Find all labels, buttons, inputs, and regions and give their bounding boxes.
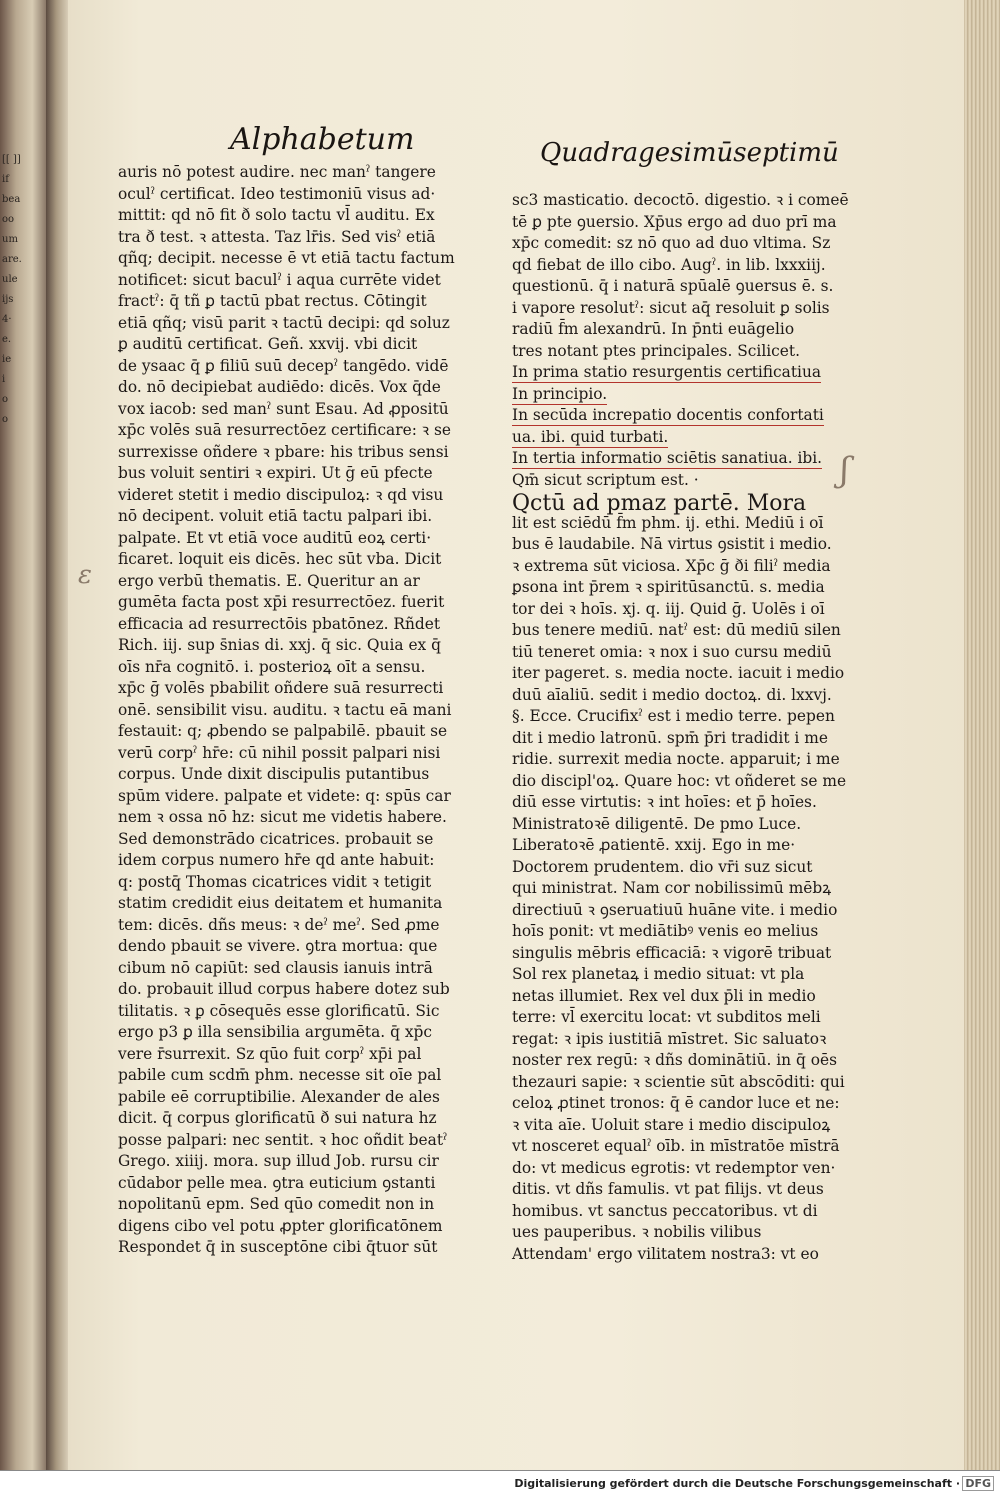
left-page-fragment: bea (2, 194, 21, 205)
text-line: oculˀ certificat. Ideo testimoniū visus ad· (118, 184, 436, 203)
text-line: directiuū ꝛ ꝯseruatiuū huāne vite. i medio (512, 900, 838, 919)
text-line: §. Ecce. Crucifixˀ est i medio terre. pepen (512, 707, 835, 725)
text-line: tē ꝑ pte ꝯuersio. Xp̄us ergo ad duo prī ma (512, 212, 837, 231)
text-line: xp̄c ḡ volēs pbabilit oñdere suā resurrecti (118, 679, 444, 697)
footer-credit: Digitalisierung gefördert durch die Deutsche Forschungsgemeinschaft · (514, 1477, 960, 1490)
text-line: qui ministrat. Nam cor nobilissimū mēbꝝ (512, 879, 832, 897)
text-line: ridie. surrexit media nocte. apparuit; i me (512, 750, 840, 768)
text-line: idem corpus numero hr̄e qd ante habuit: (118, 851, 435, 869)
text-line: tem: dicēs. dñs meus: ꝛ deˀ meˀ. Sed ꝓme (118, 915, 440, 934)
text-line: diū esse virtutis: ꝛ int hoīes: et p̄ hoīes. (512, 793, 817, 811)
text-line: oīs nr̄a cognitō. i. posterioꝝ oīt a sensu. (118, 657, 426, 676)
text-line: noster rex regū: ꝛ dñs dominātiū. in q̄ oēs (512, 1051, 837, 1069)
text-line: iter pageret. s. media nocte. iacuit i medio (512, 664, 845, 682)
text-line: ꝛ extrema sūt viciosa. Xp̄c ḡ ði filiˀ media (512, 556, 831, 575)
text-line: pabile cum scdm̄ phm. necesse sit oīe pal (118, 1066, 442, 1084)
text-line: de ysaac q̄ ꝑ filiū suū decepˀ tangēdo. vidē (118, 356, 449, 375)
text-line: ditis. vt dñs famulis. vt pat filijs. vt deus (512, 1180, 824, 1198)
text-line: corpus. Unde dixit discipulis putantibus (118, 765, 430, 783)
text-line: q: postq̄ Thomas cicatrices vidit ꝛ tetigit (118, 872, 432, 891)
text-line: hoīs ponit: vt mediātibꝰ venis eo melius (512, 922, 819, 940)
text-line: lit est sciēdū f̄m phm. ij. ethi. Mediū i oī (512, 513, 824, 532)
left-page-fragment: [[ ]] (2, 154, 21, 165)
text-line: tilitatis. ꝛ ꝑ cōsequēs esse glorificatū. Sic (118, 1001, 440, 1020)
left-text-column (118, 162, 455, 1259)
text-line: fractˀ: q̄ tñ ꝑ tactū pbat rectus. Cōtingit (118, 292, 427, 310)
underlined-heading: ua. ibi. quid turbati. (512, 427, 669, 446)
text-line: verū corpˀ hr̄e: cū nihil possit palpari nisi (118, 743, 441, 762)
text-line (512, 362, 830, 384)
text-line: ꝛ vita aīe. Uoluit stare i medio discipuloꝝ (512, 1115, 831, 1134)
text-line: do. nō decipiebat audiēdo: dicēs. Vox q̄de (118, 378, 441, 396)
text-line: ꝑsona int p̄rem ꝛ spiritūsanctū. s. media (512, 578, 825, 596)
text-line: homibus. vt sanctus peccatoribus. vt di (512, 1201, 818, 1220)
text-line: posse palpari: nec sentit. ꝛ hoc oñdit beatˀ (118, 1130, 448, 1149)
text-line: terre: vl̄ exercitu locat: vt subditos meli (512, 1008, 821, 1026)
left-page-fragment: are. (2, 254, 22, 265)
text-line: cibum nō capiūt: sed clausis ianuis intrā (118, 958, 433, 977)
text-line: do: vt medicus egrotis: vt redemptor ven· (512, 1158, 836, 1177)
text-line: Qctū ad pmaz partē. Mora (512, 491, 807, 516)
text-line: surrexisse oñdere ꝛ pbare: his tribus sensi (118, 442, 449, 461)
text-line: vere r̄surrexit. Sz qūo fuit corpˀ xp̄i pal (118, 1044, 422, 1063)
text-line: Sol rex planetaꝝ i medio situat: vt pla (512, 965, 805, 983)
text-line: gumēta facta post xp̄i resurrectōez. fuerit (118, 593, 445, 611)
text-line: spūm videre. palpate et videte: q: spūs car (118, 786, 451, 805)
text-line: tiū teneret omia: ꝛ nox i suo cursu mediū (512, 642, 832, 661)
left-page-fragment: ijs (2, 294, 14, 305)
text-line: thezauri sapie: ꝛ scientie sūt abscōditi: qui (512, 1072, 845, 1091)
underlined-heading: In secūda increpatio docentis confortati (512, 406, 824, 424)
text-line: onē. sensibilit visu. auditu. ꝛ tactu eā mani (118, 700, 452, 719)
text-line: do. probauit illud corpus habere dotez sub (118, 980, 450, 998)
text-line: dicit. q̄ corpus glorificatū ð sui natura hz (118, 1109, 437, 1127)
text-line (512, 405, 830, 427)
margin-mark-left: ε (78, 560, 92, 590)
text-line: i vapore resolutˀ: sicut aq̄ resoluit ꝑ solis (512, 298, 830, 317)
text-line: xp̄c volēs suā resurrectōez certificare: ꝛ se (118, 421, 451, 439)
text-line: digens cibo vel potu ꝓpter glorificatōnem (118, 1216, 443, 1235)
left-page-fragment: if (2, 174, 9, 185)
text-line: tra ð test. ꝛ attesta. Taz lr̄is. Sed visˀ etiā (118, 227, 436, 246)
left-page-edge (0, 0, 46, 1470)
text-line: pabile eē corruptibilie. Alexander de ales (118, 1087, 440, 1106)
text-line: tor dei ꝛ hoīs. xj. q. iij. Quid ḡ. Uolēs i oī (512, 599, 825, 618)
text-line: dio discipl'oꝝ. Quare hoc: vt oñderet se me (512, 771, 847, 790)
left-page-fragment: o (2, 414, 9, 425)
text-line: vox iacob: sed manˀ sunt Esau. Ad ꝓpositū (118, 399, 449, 418)
text-line: questionū. q̄ i naturā spūalē ꝯuersus ē. s. (512, 277, 834, 295)
left-page-fragment: o (2, 394, 9, 405)
text-line: Doctorem prudentem. dio vr̄i suz sicut (512, 857, 813, 876)
text-line: qd fiebat de illo cibo. Augˀ. in lib. lxxxiij. (512, 255, 826, 274)
text-line: regat: ꝛ ipis iustitiā mīstret. Sic saluatoꝛ (512, 1029, 827, 1048)
left-page-fragment: 4· (2, 314, 12, 325)
margin-mark-right: ʃ (840, 450, 850, 490)
text-line: Rich. iij. sup s̄nias di. xxj. q̄ sic. Quia ex q̄ (118, 636, 441, 654)
text-line: nō decipent. voluit etiā tactu palpari ibi. (118, 507, 433, 525)
text-line: ficaret. loquit eis dicēs. hec sūt vba. Dicit (118, 550, 442, 568)
text-line: bus tenere mediū. natˀ est: dū mediū silen (512, 621, 841, 639)
left-page-fragment: oo (2, 214, 15, 225)
footer-bar (0, 1470, 1000, 1497)
text-line: vt nosceret equalˀ oīb. in mīstratōe mīstrā (512, 1137, 840, 1155)
text-line: Ministratoꝛē diligentē. De pmo Luce. (512, 814, 802, 833)
text-line: singulis mēbris efficaciā: ꝛ vigorē tribuat (512, 943, 832, 962)
left-page-fragment: um (2, 234, 18, 245)
text-line: netas illumiet. Rex vel dux p̄li in medio (512, 986, 816, 1005)
running-header-left: Alphabetum (230, 122, 415, 157)
running-header-right: Quadragesimūseptimū (540, 138, 839, 168)
text-line: palpate. Et vt etiā voce auditū eoꝝ certi· (118, 528, 432, 547)
text-line: cūdabor pelle mea. ꝯtra euticium ꝯstanti (118, 1173, 436, 1192)
left-page-fragment: ule (2, 274, 18, 285)
text-line: qñq; decipit. necesse ē vt etiā tactu factum (118, 249, 455, 267)
text-line: Liberatoꝛē ꝓatientē. xxij. Ego in me· (512, 836, 796, 854)
text-line: celoꝝ ꝓtinet tronos: q̄ ē candor luce et ne: (512, 1094, 840, 1112)
text-line: statim credidit eius deitatem et humanita (118, 894, 443, 912)
text-line: ergo verbū thematis. E. Queritur an ar (118, 571, 420, 590)
left-page-fragment: e. (2, 334, 12, 345)
text-line: Sed demonstrādo cicatrices. probauit se (118, 829, 434, 848)
underlined-heading: In prima statio resurgentis certificatiua (512, 363, 822, 381)
text-line: ues pauperibus. ꝛ nobilis vilibus (512, 1223, 762, 1241)
text-line: tres notant ptes principales. Scilicet. (512, 341, 800, 360)
text-line: ergo p3 ꝑ illa sensibilia argumēta. q̄ xp̄c (118, 1023, 432, 1041)
text-line: bus ē laudabile. Nā virtus ꝯsistit i medio. (512, 535, 832, 553)
text-line: sc3 masticatio. decoctō. digestio. ꝛ i comeē (512, 191, 849, 209)
left-page-fragment: ie (2, 354, 12, 365)
text-line: nem ꝛ ossa nō hz: sicut me videtis habere. (118, 808, 447, 826)
text-line: ꝑ auditū certificat. Geñ. xxvij. vbi dicit (118, 335, 418, 353)
text-line: videret stetit i medio discipuloꝝ: ꝛ qd visu (118, 485, 444, 504)
text-line: dit i medio latronū. spm̄ p̄ri tradidit i me (512, 728, 828, 747)
text-line: Attendam' ergo vilitatem nostra3: vt eo (512, 1244, 819, 1263)
text-line: nopolitanū epm. Sed qūo comedit non in (118, 1195, 435, 1213)
text-line: etiā qñq; visū parit ꝛ tactū decipi: qd soluz (118, 313, 450, 332)
text-line: Qm̄ sicut scriptum est. · (512, 470, 699, 489)
text-line: mittit: qd nō fit ð solo tactu vl̄ auditu. Ex (118, 206, 435, 224)
text-line (512, 427, 830, 449)
text-line: Grego. xiiij. mora. sup illud Job. rursu cir (118, 1152, 439, 1170)
underlined-heading: In principio. (512, 384, 608, 403)
text-line: auris nō potest audire. nec manˀ tangere (118, 163, 436, 181)
text-line: Respondet q̄ in susceptōne cibi q̄tuor sūt (118, 1238, 438, 1256)
right-text-column (512, 190, 849, 1265)
text-line: bus voluit sentiri ꝛ expiri. Ut ḡ eū pfecte (118, 464, 433, 482)
page-stack-edges (964, 0, 1000, 1470)
left-page-fragments (2, 150, 42, 430)
left-page-fragment: i (2, 374, 6, 385)
text-line (512, 448, 830, 470)
text-line: xp̄c comedit: sz nō quo ad duo vltima. Sz (512, 234, 831, 252)
text-line: dendo pbauit se vivere. ꝯtra mortua: que (118, 937, 438, 955)
text-line: duū aīaliū. sedit i medio doctoꝝ. di. lxxvj. (512, 685, 832, 704)
text-line: festauit: q; ꝓbendo se palpabilē. pbauit se (118, 722, 448, 740)
text-line (512, 384, 830, 406)
text-line: efficacia ad resurrectōis pbatōnez. Rñdet (118, 614, 441, 633)
dfg-logo: DFG (962, 1476, 994, 1491)
text-line: notificet: sicut baculˀ i aqua currēte videt (118, 270, 441, 289)
underlined-heading: In tertia informatio sciētis sanatiua. ibi. (512, 449, 823, 467)
text-line: radiū f̄m alexandrū. In p̄nti euāgelio (512, 320, 795, 338)
